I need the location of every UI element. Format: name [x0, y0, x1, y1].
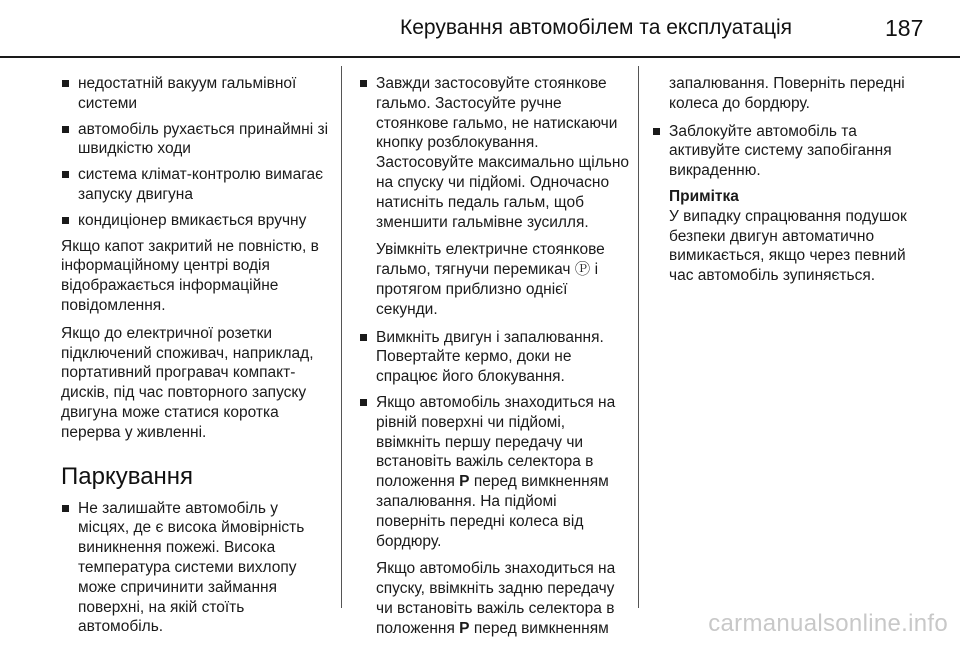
section-heading: Паркування	[61, 462, 194, 490]
paragraph	[376, 559, 629, 638]
list-item: недостатній вакуум гальмівної системи	[61, 74, 331, 114]
watermark: carmanualsonline.info	[708, 610, 948, 637]
text-span: перед вимкненням запалювання. На підйомі поверніть передні колеса від бордюру.	[376, 473, 609, 550]
list-item: Заблокуйте автомобіль та активуйте систему запобігання викраденню.	[652, 122, 917, 181]
note-block	[652, 187, 917, 286]
list-item: кондиціонер вмикається вручну	[61, 211, 331, 231]
column-2	[359, 74, 629, 647]
note-text: У випадку спрацювання подушок безпеки двигун автоматично вимикається, якщо через певний час автомобіль зупиняється.	[669, 207, 907, 285]
list-item: Не залишайте автомобіль у місцях, де є висока ймовірність виникнення пожежі. Висока температура системи вихлопу може спричинити займання поверхні, на якій стоїть автомобіль.	[61, 499, 331, 638]
paragraph: запалювання. Поверніть передні колеса до бордюру.	[669, 75, 905, 112]
column-divider-1	[341, 66, 342, 608]
paragraph: Якщо до електричної розетки підключений споживач, наприклад, портативний програвач компакт-дисків, під час повторного запуску двигуна може статися коротка перерва у живленні.	[61, 324, 314, 441]
page-number: 187	[885, 15, 924, 41]
column-3	[652, 74, 917, 294]
text-span: і протягом приблизно однієї секунди.	[376, 261, 599, 318]
paragraph: Якщо капот закритий не повністю, в інформаційному центрі водія відображається інформаційне повідомлення.	[61, 237, 319, 314]
continued-text	[652, 74, 917, 114]
header-divider	[0, 56, 960, 58]
list-item: автомобіль рухається принаймні зі швидкістю ходи	[61, 120, 331, 160]
list-item	[359, 74, 629, 320]
gear-position-label: P	[459, 619, 470, 637]
text-span: Якщо автомобіль знаходиться на рівній поверхні чи підйомі, ввімкніть першу передачу чи встановіть важіль селектора в положення	[376, 393, 616, 491]
list-item	[359, 393, 629, 639]
column-divider-2	[638, 66, 639, 608]
list-item: система клімат-контролю вимагає запуску двигуна	[61, 165, 331, 205]
text-span: Увімкніть електричне стоянкове гальмо, тягнучи перемикач	[376, 241, 605, 279]
paragraph	[376, 240, 629, 319]
column-1	[61, 74, 331, 643]
note-heading: Примітка	[669, 187, 739, 205]
paragraph: Завжди застосовуйте стоянкове гальмо. Застосуйте ручне стоянкове гальмо, не натискаючи кнопку розблокування. Застосовуйте максимально щільно на спуску чи підйомі. Одночасно натисніть педаль гальм, щоб зменшити гальмівне зусилля.	[376, 75, 629, 231]
paragraph	[376, 393, 629, 551]
list-item: Вимкніть двигун і запалювання. Повертайте кермо, доки не спрацює його блокування.	[359, 328, 629, 387]
text-span: Якщо автомобіль знаходиться на спуску, ввімкніть задню передачу чи встановіть важіль селектора в положення	[376, 560, 616, 637]
gear-position-label: P	[459, 473, 470, 491]
text-span: перед вимкненням	[473, 619, 609, 637]
page-header-title: Керування автомобілем та експлуатація	[400, 16, 793, 39]
parking-brake-switch-icon: Ⓟ	[574, 261, 591, 279]
